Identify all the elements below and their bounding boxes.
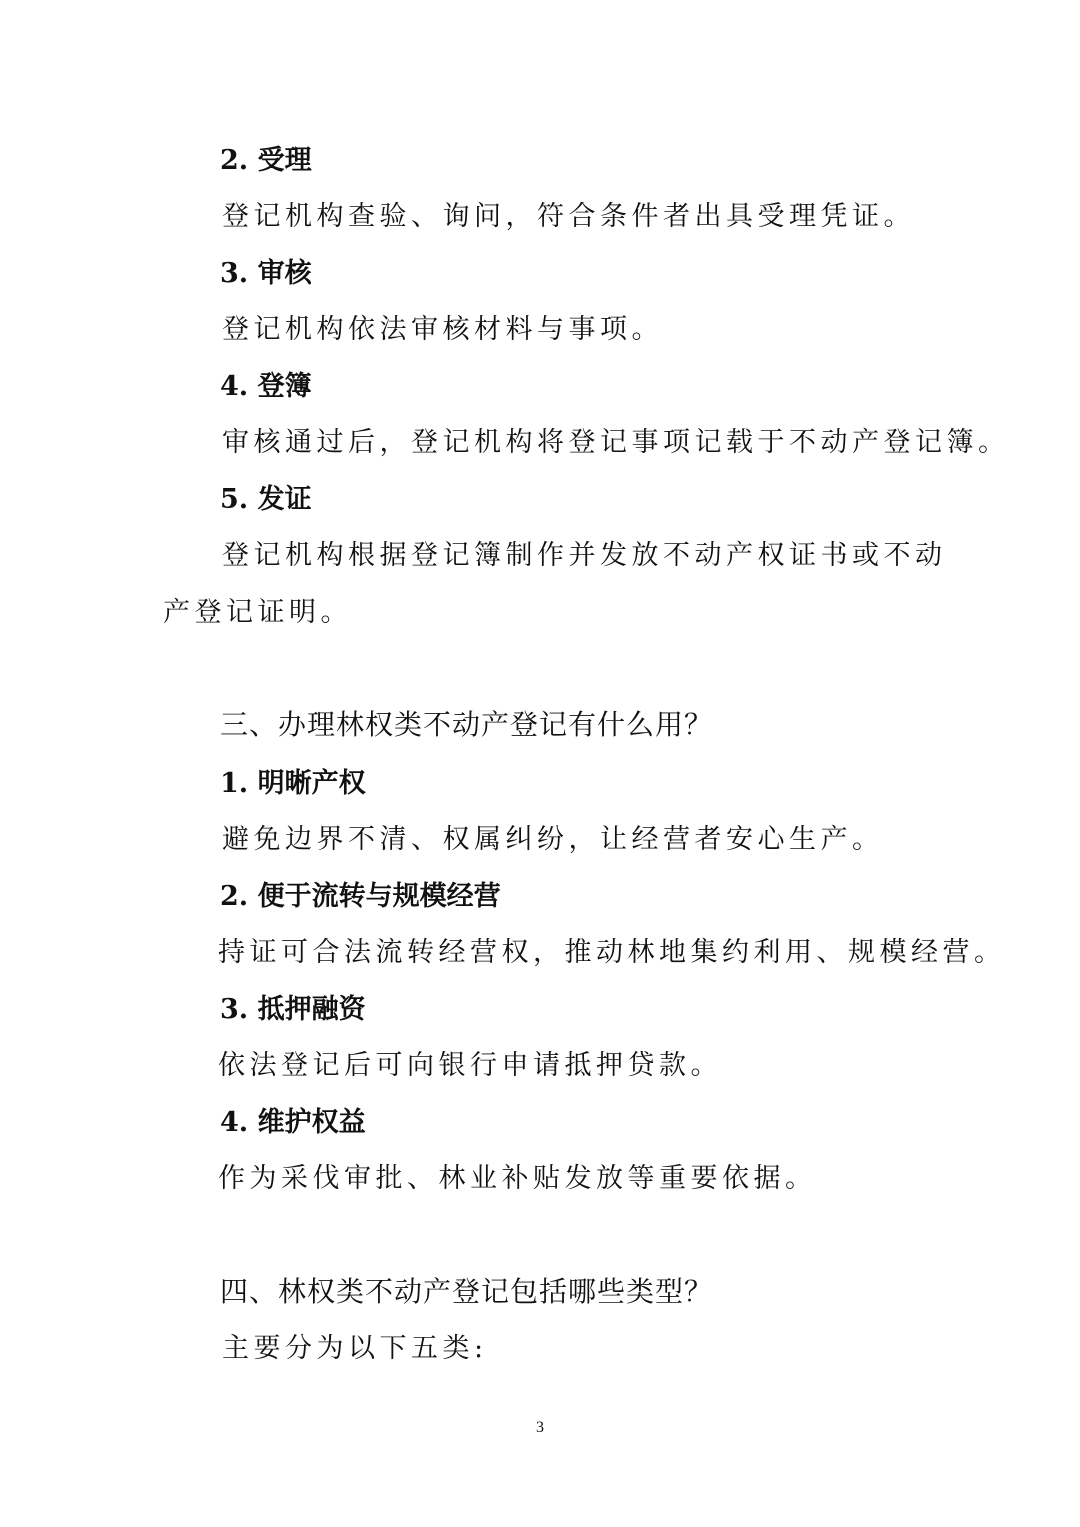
benefit-title-3: 3. 抵押融资 — [220, 994, 366, 1025]
types-intro: 主要分为以下五类: — [222, 1333, 488, 1364]
benefit-title-4: 4. 维护权益 — [220, 1107, 366, 1138]
benefit-title-2: 2. 便于流转与规模经营 — [220, 881, 501, 912]
step-text-issue-line2: 产登记证明。 — [163, 597, 352, 628]
step-text-register: 审核通过后，登记机构将登记事项记载于不动产登记簿。 — [222, 427, 1010, 458]
benefit-text-2: 持证可合法流转经营权，推动林地集约利用、规模经营。 — [218, 937, 1006, 968]
section-heading-usage: 三、办理林权类不动产登记有什么用？ — [220, 708, 714, 741]
step-title-accept: 2. 受理 — [220, 145, 312, 176]
benefit-text-1: 避免边界不清、权属纠纷，让经营者安心生产。 — [222, 824, 884, 855]
benefit-text-3: 依法登记后可向银行申请抵押贷款。 — [218, 1050, 722, 1081]
step-title-review: 3. 审核 — [220, 258, 312, 289]
step-title-register: 4. 登簿 — [220, 371, 312, 402]
step-text-issue-line1: 登记机构根据登记簿制作并发放不动产权证书或不动 — [222, 540, 947, 571]
step-text-accept: 登记机构查验、询问，符合条件者出具受理凭证。 — [222, 201, 915, 232]
step-text-review: 登记机构依法审核材料与事项。 — [222, 314, 663, 345]
benefit-text-4: 作为采伐审批、林业补贴发放等重要依据。 — [218, 1163, 817, 1194]
page-number: 3 — [536, 1419, 544, 1436]
step-title-issue: 5. 发证 — [220, 484, 312, 515]
benefit-title-1: 1. 明晰产权 — [220, 768, 366, 799]
section-heading-types: 四、林权类不动产登记包括哪些类型？ — [220, 1275, 714, 1308]
